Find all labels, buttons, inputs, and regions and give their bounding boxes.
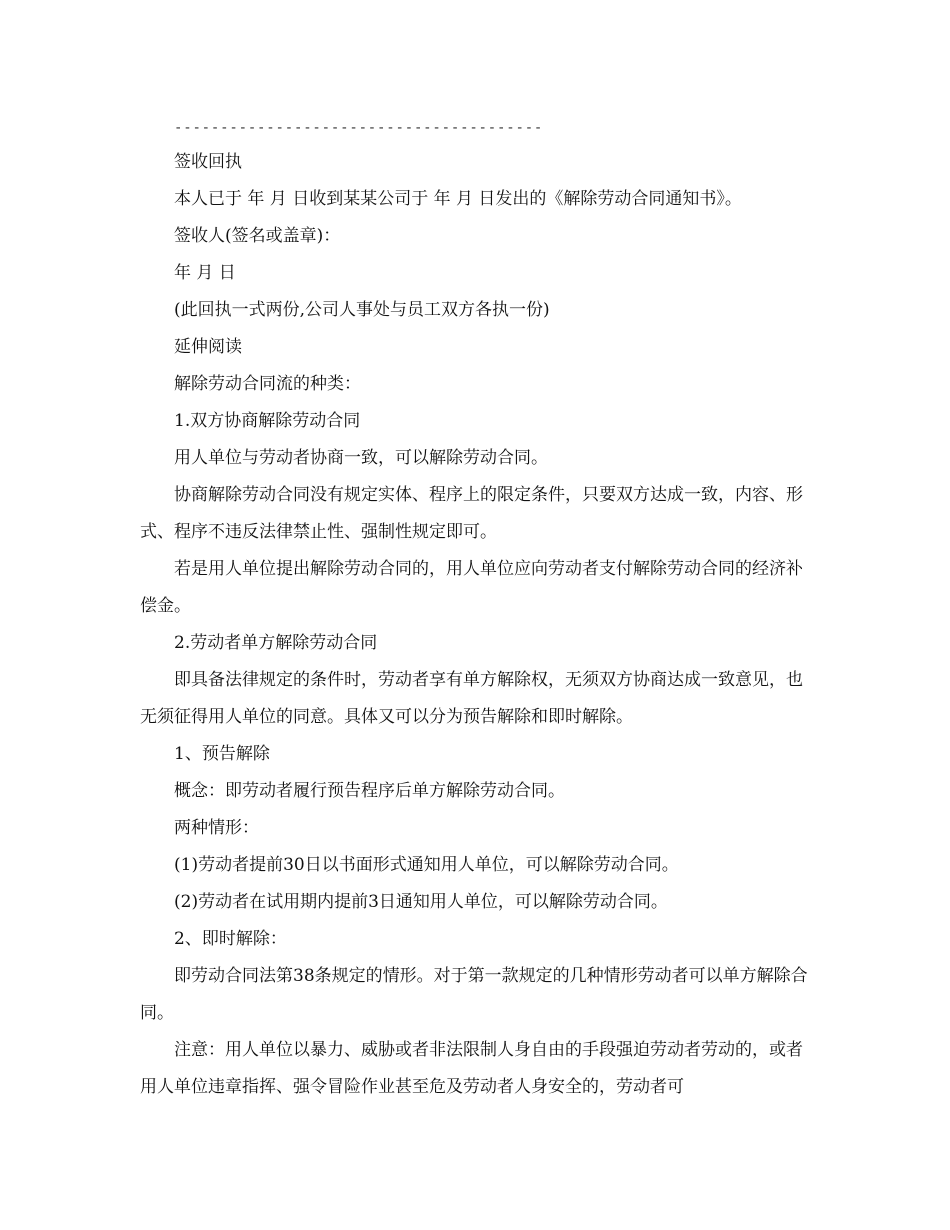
- paragraph-notice-concept: 概念：即劳动者履行预告程序后单方解除劳动合同。: [174, 781, 565, 801]
- paragraph-two-situations: 两种情形：: [174, 818, 259, 838]
- receipt-statement: 本人已于 年 月 日收到某某公司于 年 月 日发出的《解除劳动合同通知书》。: [174, 189, 742, 209]
- paragraph-types-intro: 解除劳动合同流的种类：: [174, 374, 361, 394]
- paragraph-article-38: 即劳动合同法第38条规定的情形。对于第一款规定的几种情形劳动者可以单方解除合同。: [140, 966, 808, 1023]
- subheading-notice-termination: 1、预告解除: [174, 744, 270, 764]
- paragraph-mutual-conditions: 协商解除劳动合同没有规定实体、程序上的限定条件，只要双方达成一致，内容、形式、程序不违反法律禁止性、强制性规定即可。: [140, 485, 803, 542]
- separator-line: ----------------------------------------: [174, 120, 544, 136]
- subheading-immediate-termination: 2、即时解除：: [174, 929, 287, 949]
- signer-line: 签收人(签名或盖章)：: [174, 226, 341, 246]
- date-line: 年 月 日: [174, 263, 236, 283]
- paragraph-unilateral-right: 即具备法律规定的条件时，劳动者享有单方解除权，无须双方协商达成一致意见，也无须征得用人单位的同意。具体又可以分为预告解除和即时解除。: [140, 670, 803, 727]
- paragraph-compensation: 若是用人单位提出解除劳动合同的，用人单位应向劳动者支付解除劳动合同的经济补偿金。: [140, 559, 803, 616]
- paragraph-mutual-agreement: 用人单位与劳动者协商一致，可以解除劳动合同。: [174, 448, 548, 468]
- list-item-situation-1: (1)劳动者提前30日以书面形式通知用人单位，可以解除劳动合同。: [174, 855, 679, 875]
- receipt-note: (此回执一式两份,公司人事处与员工双方各执一份): [174, 300, 550, 320]
- subheading-unilateral-termination: 2.劳动者单方解除劳动合同: [174, 633, 378, 653]
- list-item-situation-2: (2)劳动者在试用期内提前3日通知用人单位，可以解除劳动合同。: [174, 892, 668, 912]
- section-heading-extended-reading: 延伸阅读: [174, 337, 242, 357]
- paragraph-note: 注意：用人单位以暴力、威胁或者非法限制人身自由的手段强迫劳动者劳动的，或者用人单位违章指挥、强令冒险作业甚至危及劳动者人身安全的，劳动者可: [140, 1040, 803, 1097]
- document-body: [140, 112, 812, 1106]
- subheading-mutual-termination: 1.双方协商解除劳动合同: [174, 411, 361, 431]
- receipt-title: 签收回执: [174, 152, 242, 172]
